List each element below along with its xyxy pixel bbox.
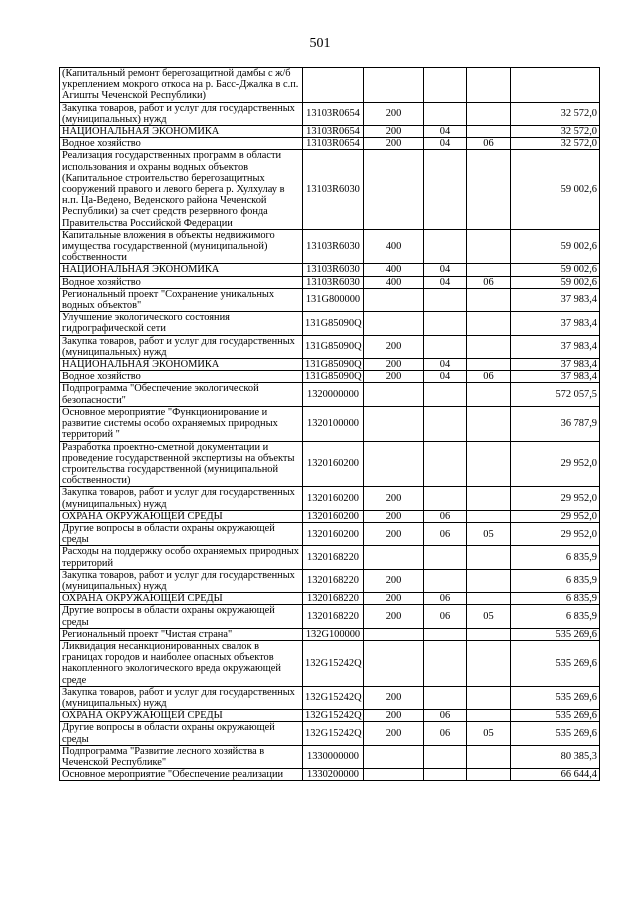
row-expense-type-cell <box>364 441 424 487</box>
row-expense-type-cell: 200 <box>364 593 424 605</box>
row-code-cell: 1320160200 <box>303 441 364 487</box>
row-code-cell: 1320160200 <box>303 522 364 545</box>
row-sum-cell: 6 835,9 <box>511 546 600 569</box>
row-name-cell: Закупка товаров, работ и услуг для государственных (муниципальных) нужд <box>60 569 303 592</box>
row-name-cell: Другие вопросы в области охраны окружающей среды <box>60 605 303 628</box>
row-section-cell: 06 <box>424 722 467 745</box>
row-expense-type-cell: 200 <box>364 510 424 522</box>
row-name-cell: ОХРАНА ОКРУЖАЮЩЕЙ СРЕДЫ <box>60 510 303 522</box>
row-section-cell <box>424 335 467 358</box>
row-name-cell: Основное мероприятие "Обеспечение реализации <box>60 769 303 781</box>
row-subsection-cell <box>467 335 511 358</box>
row-sum-cell: 37 983,4 <box>511 359 600 371</box>
row-subsection-cell: 05 <box>467 605 511 628</box>
row-expense-type-cell <box>364 68 424 103</box>
table-row <box>60 510 600 522</box>
row-section-cell <box>424 745 467 768</box>
row-sum-cell: 59 002,6 <box>511 264 600 276</box>
table-row <box>60 487 600 510</box>
row-expense-type-cell <box>364 745 424 768</box>
row-sum-cell: 37 983,4 <box>511 288 600 311</box>
row-section-cell <box>424 229 467 264</box>
row-sum-cell <box>511 68 600 103</box>
row-expense-type-cell <box>364 288 424 311</box>
row-name-cell: Капитальные вложения в объекты недвижимого имущества государственной (муниципальной) собственности <box>60 229 303 264</box>
row-name-cell: Закупка товаров, работ и услуг для государственных (муниципальных) нужд <box>60 686 303 709</box>
row-sum-cell: 29 952,0 <box>511 510 600 522</box>
row-expense-type-cell <box>364 769 424 781</box>
row-sum-cell: 32 572,0 <box>511 126 600 138</box>
table-row <box>60 628 600 640</box>
row-expense-type-cell <box>364 546 424 569</box>
row-code-cell: 1320000000 <box>303 383 364 406</box>
row-sum-cell: 6 835,9 <box>511 569 600 592</box>
table-row <box>60 546 600 569</box>
row-sum-cell: 36 787,9 <box>511 406 600 441</box>
row-code-cell: 132G15242Q <box>303 640 364 686</box>
row-expense-type-cell <box>364 406 424 441</box>
row-section-cell <box>424 569 467 592</box>
table-row <box>60 686 600 709</box>
row-code-cell: 1330000000 <box>303 745 364 768</box>
row-expense-type-cell: 400 <box>364 264 424 276</box>
row-code-cell: 1320168220 <box>303 593 364 605</box>
row-name-cell: НАЦИОНАЛЬНАЯ ЭКОНОМИКА <box>60 264 303 276</box>
row-name-cell: Расходы на поддержку особо охраняемых природных территорий <box>60 546 303 569</box>
row-name-cell: Региональный проект "Чистая страна" <box>60 628 303 640</box>
table-row <box>60 335 600 358</box>
table-row <box>60 150 600 229</box>
row-expense-type-cell: 400 <box>364 276 424 288</box>
row-sum-cell: 59 002,6 <box>511 276 600 288</box>
row-code-cell: 131G85090Q <box>303 335 364 358</box>
budget-table-body <box>60 68 600 781</box>
row-expense-type-cell: 200 <box>364 359 424 371</box>
table-row <box>60 441 600 487</box>
row-expense-type-cell: 200 <box>364 487 424 510</box>
table-row <box>60 102 600 125</box>
row-sum-cell: 32 572,0 <box>511 138 600 150</box>
table-row <box>60 276 600 288</box>
row-section-cell <box>424 383 467 406</box>
table-row <box>60 68 600 103</box>
row-name-cell: Другие вопросы в области охраны окружающей среды <box>60 722 303 745</box>
row-name-cell: НАЦИОНАЛЬНАЯ ЭКОНОМИКА <box>60 359 303 371</box>
row-section-cell: 04 <box>424 264 467 276</box>
row-sum-cell: 32 572,0 <box>511 102 600 125</box>
row-sum-cell: 6 835,9 <box>511 605 600 628</box>
table-row <box>60 569 600 592</box>
row-section-cell <box>424 288 467 311</box>
row-name-cell: ОХРАНА ОКРУЖАЮЩЕЙ СРЕДЫ <box>60 593 303 605</box>
row-sum-cell: 80 385,3 <box>511 745 600 768</box>
table-row <box>60 640 600 686</box>
row-code-cell: 13103R6030 <box>303 229 364 264</box>
row-sum-cell: 37 983,4 <box>511 335 600 358</box>
row-subsection-cell <box>467 745 511 768</box>
row-code-cell: 1320168220 <box>303 546 364 569</box>
row-name-cell: Ликвидация несанкционированных свалок в границах городов и наиболее опасных объектов накопленного экологического вреда окружающей среде <box>60 640 303 686</box>
row-section-cell <box>424 487 467 510</box>
row-expense-type-cell: 200 <box>364 522 424 545</box>
table-row <box>60 312 600 335</box>
row-subsection-cell <box>467 441 511 487</box>
row-name-cell: Закупка товаров, работ и услуг для государственных (муниципальных) нужд <box>60 102 303 125</box>
row-name-cell: Разработка проектно-сметной документации и проведение государственной экспертизы на объекты строительства государственной (муниципальной собственности) <box>60 441 303 487</box>
row-code-cell: 131G85090Q <box>303 312 364 335</box>
row-expense-type-cell: 200 <box>364 102 424 125</box>
row-expense-type-cell: 200 <box>364 686 424 709</box>
row-subsection-cell: 05 <box>467 522 511 545</box>
table-row <box>60 522 600 545</box>
row-subsection-cell <box>467 686 511 709</box>
row-section-cell <box>424 441 467 487</box>
row-section-cell <box>424 628 467 640</box>
row-section-cell: 06 <box>424 710 467 722</box>
row-expense-type-cell: 200 <box>364 335 424 358</box>
row-section-cell: 04 <box>424 276 467 288</box>
table-row <box>60 359 600 371</box>
row-sum-cell: 6 835,9 <box>511 593 600 605</box>
row-sum-cell: 572 057,5 <box>511 383 600 406</box>
row-code-cell: 131G85090Q <box>303 371 364 383</box>
row-expense-type-cell <box>364 640 424 686</box>
row-section-cell <box>424 769 467 781</box>
row-code-cell: 13103R6030 <box>303 150 364 229</box>
row-name-cell: Подпрограмма "Обеспечение экологической безопасности" <box>60 383 303 406</box>
row-subsection-cell: 06 <box>467 276 511 288</box>
table-row <box>60 371 600 383</box>
table-row <box>60 605 600 628</box>
row-code-cell: 131G800000 <box>303 288 364 311</box>
row-section-cell: 04 <box>424 126 467 138</box>
budget-table <box>59 67 600 781</box>
row-name-cell: Региональный проект "Сохранение уникальных водных объектов" <box>60 288 303 311</box>
row-expense-type-cell: 200 <box>364 126 424 138</box>
row-section-cell: 04 <box>424 359 467 371</box>
row-name-cell: Подпрограмма "Развитие лесного хозяйства в Чеченской Республике" <box>60 745 303 768</box>
table-row <box>60 406 600 441</box>
row-subsection-cell <box>467 710 511 722</box>
table-row <box>60 593 600 605</box>
row-sum-cell: 535 269,6 <box>511 640 600 686</box>
row-code-cell: 1330200000 <box>303 769 364 781</box>
row-subsection-cell: 06 <box>467 138 511 150</box>
row-expense-type-cell: 400 <box>364 229 424 264</box>
row-subsection-cell <box>467 102 511 125</box>
row-sum-cell: 535 269,6 <box>511 686 600 709</box>
row-section-cell: 06 <box>424 605 467 628</box>
row-code-cell: 1320168220 <box>303 569 364 592</box>
table-row <box>60 745 600 768</box>
row-expense-type-cell <box>364 150 424 229</box>
row-section-cell <box>424 686 467 709</box>
row-code-cell: 132G15242Q <box>303 686 364 709</box>
row-code-cell: 13103R6030 <box>303 264 364 276</box>
row-name-cell: Основное мероприятие "Функционирование и развитие системы особо охраняемых природных территорий " <box>60 406 303 441</box>
row-code-cell: 13103R0654 <box>303 126 364 138</box>
row-name-cell: Водное хозяйство <box>60 276 303 288</box>
row-sum-cell: 29 952,0 <box>511 522 600 545</box>
table-row <box>60 138 600 150</box>
row-name-cell: Закупка товаров, работ и услуг для государственных (муниципальных) нужд <box>60 487 303 510</box>
row-expense-type-cell <box>364 383 424 406</box>
row-section-cell: 04 <box>424 138 467 150</box>
row-sum-cell: 59 002,6 <box>511 150 600 229</box>
row-name-cell: Водное хозяйство <box>60 138 303 150</box>
row-sum-cell: 535 269,6 <box>511 722 600 745</box>
row-subsection-cell <box>467 68 511 103</box>
row-name-cell: Другие вопросы в области охраны окружающей среды <box>60 522 303 545</box>
row-code-cell: 131G85090Q <box>303 359 364 371</box>
row-section-cell: 04 <box>424 371 467 383</box>
row-sum-cell: 535 269,6 <box>511 628 600 640</box>
row-sum-cell: 59 002,6 <box>511 229 600 264</box>
row-name-cell: (Капитальный ремонт берегозащитной дамбы с ж/б укреплением мокрого откоса на р. Басс-Джалка в с.п. Агишты Чеченской Республики) <box>60 68 303 103</box>
row-name-cell: ОХРАНА ОКРУЖАЮЩЕЙ СРЕДЫ <box>60 710 303 722</box>
row-expense-type-cell <box>364 312 424 335</box>
row-expense-type-cell: 200 <box>364 722 424 745</box>
row-section-cell <box>424 640 467 686</box>
row-subsection-cell <box>467 569 511 592</box>
row-subsection-cell <box>467 150 511 229</box>
row-expense-type-cell: 200 <box>364 710 424 722</box>
row-subsection-cell: 06 <box>467 371 511 383</box>
page-number: 501 <box>309 36 331 51</box>
row-section-cell <box>424 68 467 103</box>
row-sum-cell: 29 952,0 <box>511 441 600 487</box>
row-name-cell: НАЦИОНАЛЬНАЯ ЭКОНОМИКА <box>60 126 303 138</box>
table-row <box>60 126 600 138</box>
table-row <box>60 264 600 276</box>
row-code-cell: 13103R6030 <box>303 276 364 288</box>
row-sum-cell: 29 952,0 <box>511 487 600 510</box>
table-row <box>60 722 600 745</box>
row-subsection-cell <box>467 769 511 781</box>
row-subsection-cell: 05 <box>467 722 511 745</box>
row-subsection-cell <box>467 126 511 138</box>
row-subsection-cell <box>467 546 511 569</box>
table-row <box>60 710 600 722</box>
row-name-cell: Улучшение экологического состояния гидрографической сети <box>60 312 303 335</box>
row-section-cell <box>424 150 467 229</box>
row-subsection-cell <box>467 628 511 640</box>
row-expense-type-cell: 200 <box>364 138 424 150</box>
row-subsection-cell <box>467 229 511 264</box>
row-subsection-cell <box>467 359 511 371</box>
row-name-cell: Реализация государственных программ в области использования и охраны водных объектов (Капитальное строительство берегозащитных сооружений правого и левого берега р. Хулхулау в н.п. Ца-Ведено, Веденского района Чеченской Республики) за счет средств резервного фонда Правительства Российской Федерации <box>60 150 303 229</box>
row-subsection-cell <box>467 383 511 406</box>
table-row <box>60 383 600 406</box>
row-sum-cell: 37 983,4 <box>511 312 600 335</box>
row-subsection-cell <box>467 264 511 276</box>
row-code-cell: 1320160200 <box>303 487 364 510</box>
row-code-cell: 1320100000 <box>303 406 364 441</box>
row-subsection-cell <box>467 640 511 686</box>
row-subsection-cell <box>467 288 511 311</box>
row-section-cell <box>424 312 467 335</box>
row-expense-type-cell: 200 <box>364 605 424 628</box>
row-expense-type-cell: 200 <box>364 569 424 592</box>
row-sum-cell: 37 983,4 <box>511 371 600 383</box>
table-row <box>60 769 600 781</box>
row-subsection-cell <box>467 406 511 441</box>
table-row <box>60 229 600 264</box>
row-code-cell <box>303 68 364 103</box>
row-code-cell: 132G15242Q <box>303 710 364 722</box>
row-subsection-cell <box>467 487 511 510</box>
row-code-cell: 132G15242Q <box>303 722 364 745</box>
row-subsection-cell <box>467 510 511 522</box>
row-section-cell: 06 <box>424 510 467 522</box>
row-section-cell <box>424 546 467 569</box>
row-section-cell: 06 <box>424 522 467 545</box>
row-code-cell: 1320160200 <box>303 510 364 522</box>
row-subsection-cell <box>467 312 511 335</box>
row-name-cell: Водное хозяйство <box>60 371 303 383</box>
row-section-cell <box>424 102 467 125</box>
row-expense-type-cell: 200 <box>364 371 424 383</box>
row-sum-cell: 535 269,6 <box>511 710 600 722</box>
row-sum-cell: 66 644,4 <box>511 769 600 781</box>
row-expense-type-cell <box>364 628 424 640</box>
row-section-cell: 06 <box>424 593 467 605</box>
table-row <box>60 288 600 311</box>
row-name-cell: Закупка товаров, работ и услуг для государственных (муниципальных) нужд <box>60 335 303 358</box>
row-code-cell: 13103R0654 <box>303 102 364 125</box>
row-subsection-cell <box>467 593 511 605</box>
row-section-cell <box>424 406 467 441</box>
row-code-cell: 1320168220 <box>303 605 364 628</box>
row-code-cell: 132G100000 <box>303 628 364 640</box>
row-code-cell: 13103R0654 <box>303 138 364 150</box>
